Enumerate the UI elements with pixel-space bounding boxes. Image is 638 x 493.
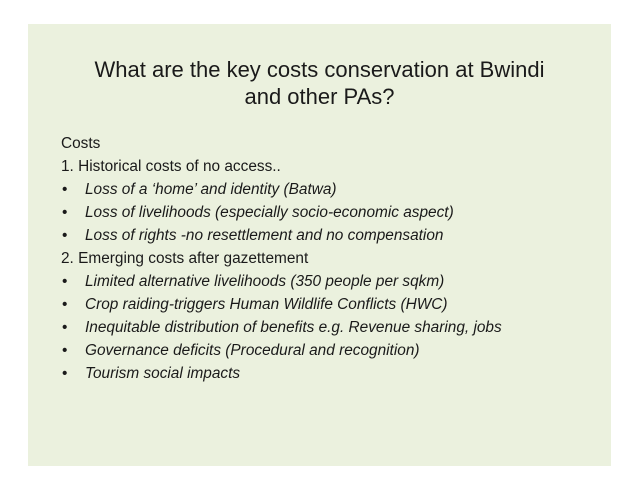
bullet-text: Loss of livelihoods (especially socio-economic aspect) — [85, 204, 454, 221]
bullet-icon: • — [62, 296, 68, 313]
bullet-text: Loss of a ‘home’ and identity (Batwa) — [85, 181, 337, 198]
section-1-heading: 1. Historical costs of no access.. — [61, 158, 281, 175]
bullet-icon: • — [62, 181, 68, 198]
bullet-icon: • — [62, 273, 68, 290]
list-item — [61, 270, 601, 293]
bullet-text: Tourism social impacts — [85, 365, 241, 382]
bullet-text: Inequitable distribution of benefits e.g. Revenue sharing, jobs — [85, 319, 502, 336]
list-item — [61, 201, 601, 224]
bullet-text: Limited alternative livelihoods (350 people per sqkm) — [85, 273, 445, 290]
bullet-icon: • — [62, 227, 68, 244]
section-2-heading: 2. Emerging costs after gazettement — [61, 250, 309, 267]
list-item — [61, 224, 601, 247]
list-item — [61, 293, 601, 316]
bullet-text: Governance deficits (Procedural and recognition) — [85, 342, 420, 359]
slide-title-line-2: and other PAs? — [244, 84, 395, 109]
list-item — [61, 362, 601, 385]
bullet-icon: • — [62, 319, 68, 336]
list-item — [61, 316, 601, 339]
bullet-text: Crop raiding-triggers Human Wildlife Conflicts (HWC) — [85, 296, 448, 313]
bullet-text: Loss of rights -no resettlement and no compensation — [85, 227, 444, 244]
list-item — [61, 178, 601, 201]
slide — [28, 24, 611, 466]
list-item — [61, 339, 601, 362]
costs-heading: Costs — [61, 135, 101, 152]
bullet-icon: • — [62, 342, 68, 359]
bullet-icon: • — [62, 204, 68, 221]
slide-body — [61, 132, 601, 385]
slide-title-line-1: What are the key costs conservation at Bwindi — [94, 57, 545, 82]
bullet-icon: • — [62, 365, 68, 382]
slide-title — [28, 56, 611, 110]
